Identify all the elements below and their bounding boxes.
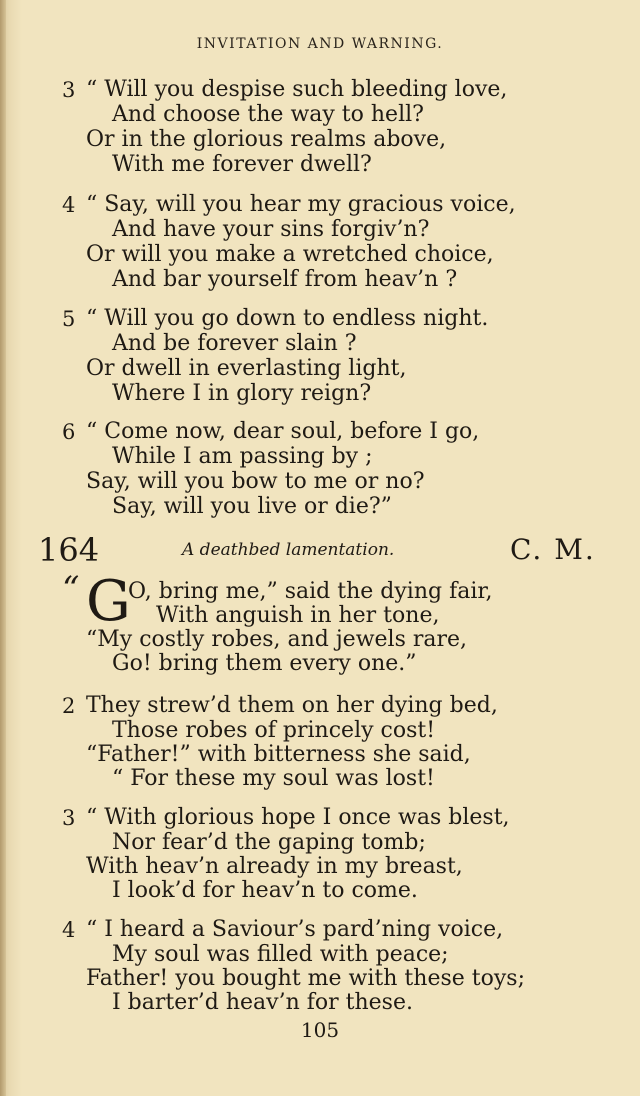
verse-line: And have your sins forgiv’n? bbox=[112, 217, 430, 242]
verse-line: “ Come now, dear soul, before I go, bbox=[86, 419, 480, 444]
stanza-number: 2 bbox=[62, 694, 76, 718]
verse-line: I look’d for heav’n to come. bbox=[112, 878, 418, 903]
verse-line: Say, will you bow to me or no? bbox=[86, 469, 425, 494]
verse-line: “My costly robes, and jewels rare, bbox=[86, 627, 468, 652]
page-number: 105 bbox=[300, 1018, 340, 1042]
verse-line: I barter’d heav’n for these. bbox=[112, 990, 413, 1015]
hymn-title: A deathbed lamentation. bbox=[182, 540, 395, 560]
verse-line: With me forever dwell? bbox=[112, 152, 372, 177]
stanza-number: 3 bbox=[62, 78, 76, 102]
running-header: INVITATION AND WARNING. bbox=[196, 36, 444, 52]
verse-line: “ Say, will you hear my gracious voice, bbox=[86, 192, 516, 217]
verse-line: They strew’d them on her dying bed, bbox=[86, 693, 498, 718]
stanza-number: 6 bbox=[62, 420, 76, 444]
book-spine-shadow bbox=[0, 0, 6, 1096]
verse-line: O, bring me,” said the dying fair, bbox=[128, 579, 493, 604]
verse-line: “ With glorious hope I once was blest, bbox=[86, 805, 510, 830]
verse-line: And bar yourself from heav’n ? bbox=[112, 267, 458, 292]
verse-line: Father! you bought me with these toys; bbox=[86, 966, 525, 991]
verse-line: Go! bring them every one.” bbox=[112, 651, 417, 676]
hymn-number: 164 bbox=[38, 531, 100, 569]
verse-line: Or will you make a wretched choice, bbox=[86, 242, 494, 267]
stanza-number: 5 bbox=[62, 307, 76, 331]
stanza-number: 4 bbox=[62, 918, 76, 942]
verse-line: “ Will you go down to endless night. bbox=[86, 306, 489, 331]
verse-line: While I am passing by ; bbox=[112, 444, 373, 469]
verse-line: Where I in glory reign? bbox=[112, 381, 372, 406]
verse-line: Say, will you live or die?” bbox=[112, 494, 392, 519]
hymn-meter: C. M. bbox=[510, 533, 596, 566]
verse-line: Or dwell in everlasting light, bbox=[86, 356, 407, 381]
verse-line: And be forever slain ? bbox=[112, 331, 357, 356]
stanza-number: 4 bbox=[62, 193, 76, 217]
verse-line: “ Will you despise such bleeding love, bbox=[86, 77, 508, 102]
verse-line: “ I heard a Saviour’s pard’ning voice, bbox=[86, 917, 504, 942]
verse-line: With anguish in her tone, bbox=[156, 603, 440, 628]
verse-line: And choose the way to hell? bbox=[112, 102, 424, 127]
drop-cap: G bbox=[86, 569, 131, 634]
stanza-number: 3 bbox=[62, 806, 76, 830]
verse-line: My soul was filled with peace; bbox=[112, 942, 449, 967]
drop-quote-mark: “ bbox=[62, 569, 80, 609]
verse-line: Those robes of princely cost! bbox=[112, 718, 436, 743]
verse-line: With heav’n already in my breast, bbox=[86, 854, 463, 879]
verse-line: “ For these my soul was lost! bbox=[112, 766, 435, 791]
verse-line: “Father!” with bitterness she said, bbox=[86, 742, 471, 767]
verse-line: Or in the glorious realms above, bbox=[86, 127, 447, 152]
verse-line: Nor fear’d the gaping tomb; bbox=[112, 830, 426, 855]
